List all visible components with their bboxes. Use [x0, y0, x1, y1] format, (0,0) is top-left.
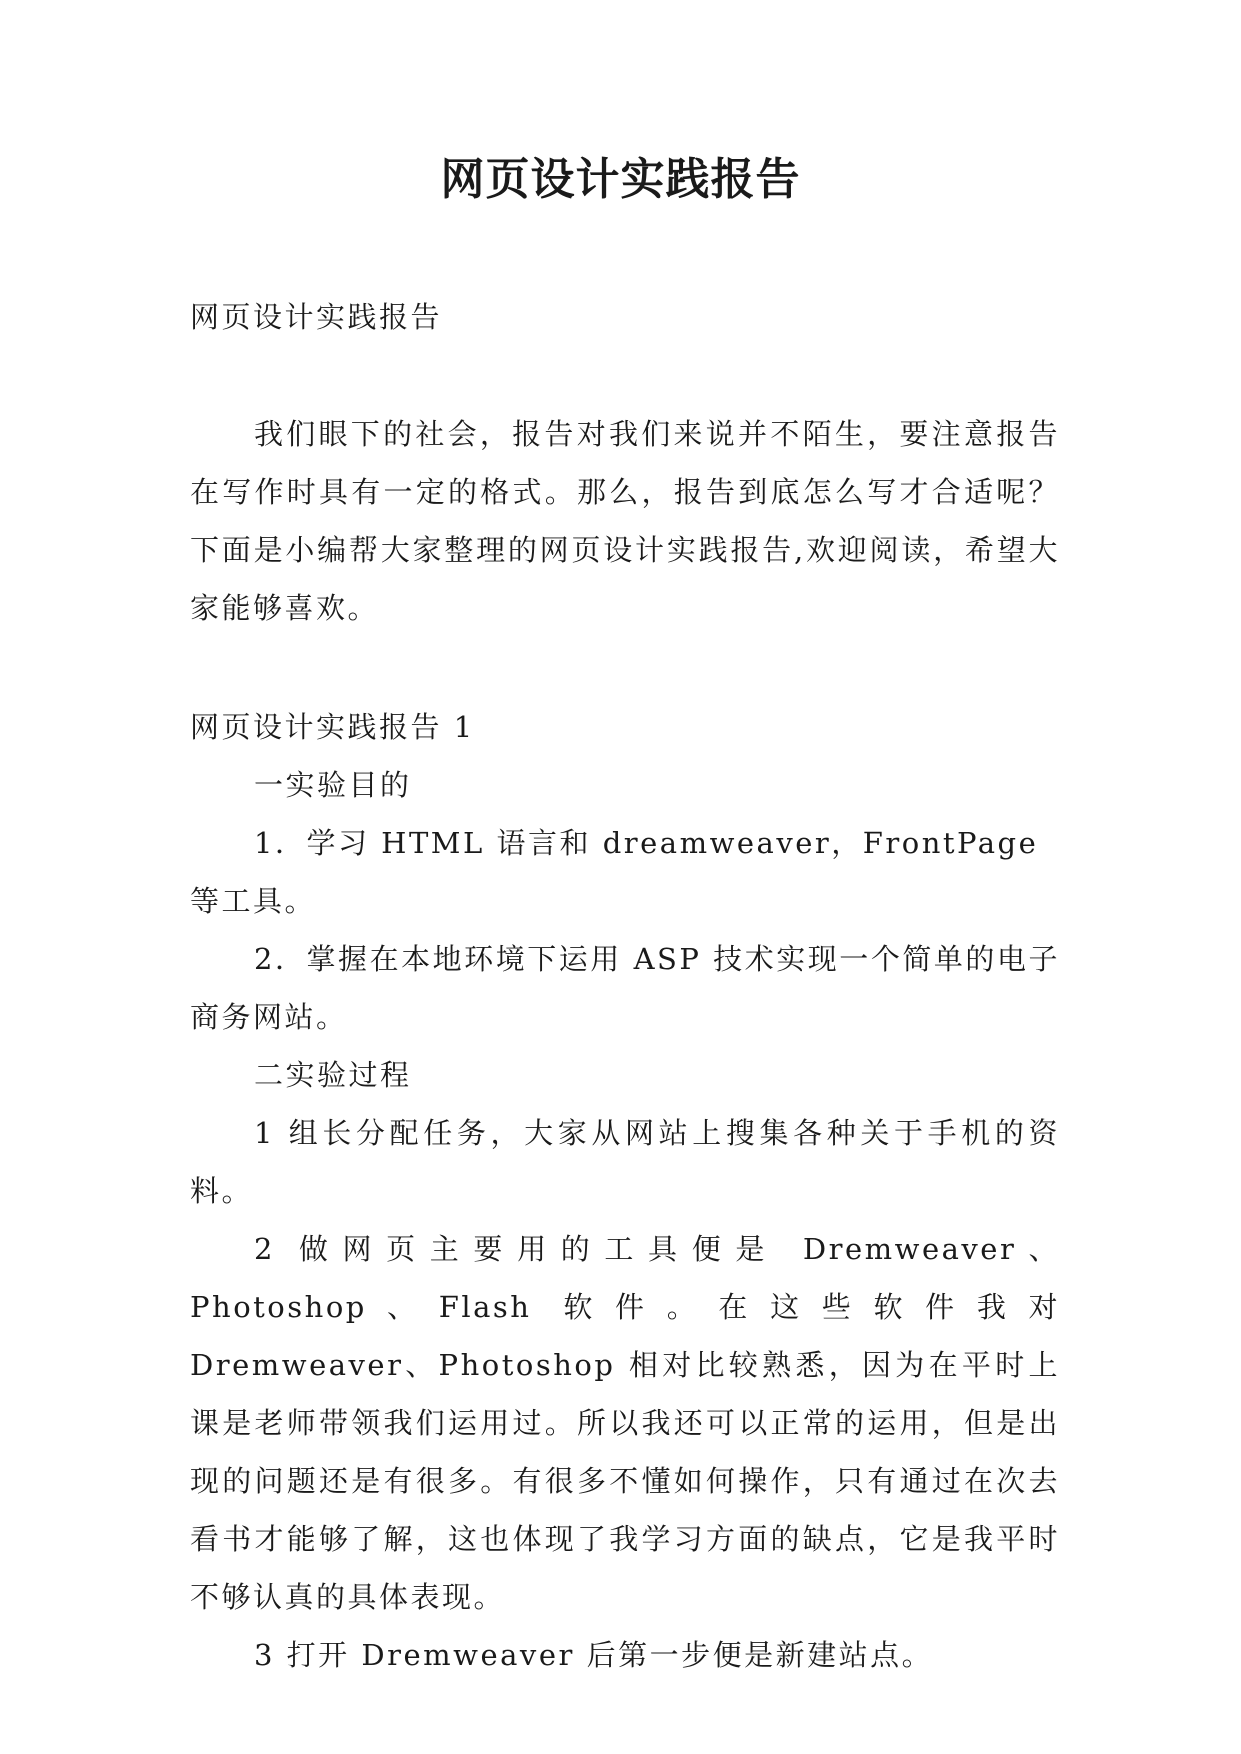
process-step-2: 2 做网页主要用的工具便是 Dremweaver、Photoshop、Flash 软件。在这些软件我对 Dremweaver、Photoshop 相对比较熟悉，因为在平时上课是老师带领我们运用过。所以我还可以正常的运用，但是出现的问题还是有很多。有很多不懂如何操作，只有通过在次去看书才能够了解，这也体现了我学习方面的缺点，它是我平时不够认真的具体表现。 [190, 1232, 1060, 1614]
process-step-1: 1 组长分配任务，大家从网站上搜集各种关于手机的资料。 [190, 1116, 1060, 1208]
heading-experiment-process: 二实验过程 [254, 1058, 412, 1092]
section-1 [190, 698, 1060, 1684]
intro-paragraph: 我们眼下的社会，报告对我们来说并不陌生，要注意报告在写作时具有一定的格式。那么，报告到底怎么写才合适呢？下面是小编帮大家整理的网页设计实践报告,欢迎阅读，希望大家能够喜欢。 [190, 417, 1060, 625]
purpose-item-2: 2．掌握在本地环境下运用 ASP 技术实现一个简单的电子商务网站。 [190, 942, 1060, 1034]
process-step-3: 3 打开 Dremweaver 后第一步便是新建站点。 [254, 1638, 934, 1672]
heading-experiment-purpose: 一实验目的 [254, 768, 412, 802]
purpose-item-1: 1．学习 HTML 语言和 dreamweaver，FrontPage 等工具。 [190, 826, 1039, 918]
section-heading: 网页设计实践报告 1 [190, 710, 475, 744]
document-title: 网页设计实践报告 [440, 154, 801, 205]
intro-block [190, 405, 1060, 637]
document-subtitle [190, 288, 1060, 346]
subtitle-text: 网页设计实践报告 [190, 300, 443, 334]
